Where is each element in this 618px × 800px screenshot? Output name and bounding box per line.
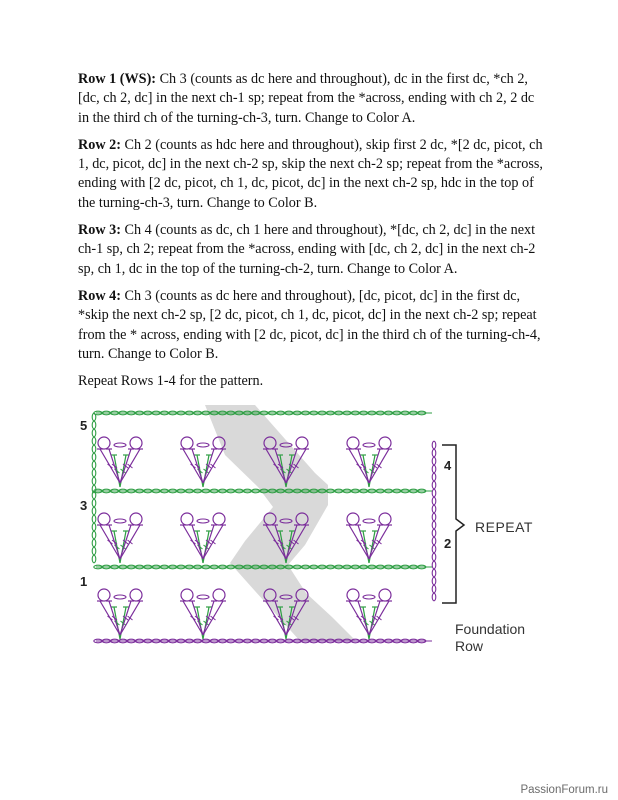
- turning-chain-stitch: [92, 499, 96, 507]
- row-1-text: Ch 3 (counts as dc here and throughout), dc in the first dc, *ch 2, [dc, ch 2, dc] in the next ch-1 sp; repeat from the *across, ending with ch 2, 2 dc in the third ch of the turning-ch-3, turn. Change to Color A.: [78, 71, 535, 126]
- turning-chain-stitch: [92, 429, 96, 437]
- row-2-ch1: [363, 595, 375, 599]
- row-4-picot: [213, 513, 225, 525]
- row-6-dc-bar: [211, 464, 216, 468]
- row-2-label: Row 2:: [78, 136, 121, 153]
- pattern-instructions: [78, 70, 548, 399]
- row-3-instruction: [78, 221, 548, 279]
- row-2-dc-bar: [274, 616, 279, 620]
- turning-chain-stitch: [92, 547, 96, 555]
- row-4-text: Ch 3 (counts as dc here and throughout), [dc, picot, dc] in the first dc, *skip the next ch-2 sp, [2 dc, picot, ch 1, dc, picot, dc] in the next ch-2 sp; repeat from the * across, ending with [2 dc, picot, dc] in the third ch of the turning-ch-4, turn. Change to Color B.: [78, 287, 541, 362]
- row-6-ch1: [114, 443, 126, 447]
- turning-chain-stitch: [432, 545, 436, 553]
- row-2-ch1: [197, 595, 209, 599]
- row-4-dc-bar: [377, 540, 382, 544]
- turning-chain-stitch: [92, 523, 96, 531]
- row-number-1: 1: [80, 574, 88, 589]
- row-4-instruction: [78, 287, 548, 364]
- turning-chain-stitch: [432, 481, 436, 489]
- row-4-picot: [347, 513, 359, 525]
- row-6-dc-bar: [191, 464, 196, 468]
- turning-chain-stitch: [432, 577, 436, 585]
- row-2-ch1: [114, 595, 126, 599]
- row-4-picot: [130, 513, 142, 525]
- row-6-picot: [296, 437, 308, 449]
- row-6-dc-bar: [108, 464, 113, 468]
- row-2-picot: [213, 589, 225, 601]
- turning-chain-stitch: [92, 555, 96, 563]
- row-3-text: Ch 4 (counts as dc, ch 1 here and throughout), *[dc, ch 2, dc] in the next ch-1 sp, ch 2; repeat from the *across, ending with [dc, ch 2, dc] in the next ch-2 sp, ch 1, dc in the top of the turning-ch-2, turn. Change to Color A.: [78, 222, 536, 277]
- row-6-picot: [130, 437, 142, 449]
- row-4-dc-bar: [191, 540, 196, 544]
- turning-chain-stitch: [432, 569, 436, 577]
- foundation-label-line-2: Row: [455, 638, 484, 654]
- turning-chain-stitch: [432, 537, 436, 545]
- turning-chain-stitch: [432, 553, 436, 561]
- row-6-picot: [379, 437, 391, 449]
- turning-chain-stitch: [432, 457, 436, 465]
- watermark: PassionForum.ru: [520, 784, 608, 796]
- row-4-dc-bar: [128, 540, 133, 544]
- row-2-dc-bar: [377, 616, 382, 620]
- turning-chain-stitch: [432, 561, 436, 569]
- repeat-instruction: Repeat Rows 1-4 for the pattern.: [78, 373, 264, 390]
- row-number-2: 2: [444, 536, 452, 551]
- row-3-label: Row 3:: [78, 222, 121, 239]
- row-number-4: 4: [444, 458, 452, 473]
- turning-chain-stitch: [92, 461, 96, 469]
- row-6-picot: [98, 437, 110, 449]
- turning-chain-stitch: [432, 513, 436, 521]
- turning-chain-stitch: [432, 489, 436, 497]
- row-6-picot: [181, 437, 193, 449]
- foundation-label-line-1: Foundation: [455, 621, 526, 637]
- turning-chain-stitch: [92, 437, 96, 445]
- row-2-picot: [181, 589, 193, 601]
- turning-chain-stitch: [432, 585, 436, 593]
- turning-chain-stitch: [92, 421, 96, 429]
- turning-chain-stitch: [92, 539, 96, 547]
- row-2-dc-bar: [128, 616, 133, 620]
- turning-chain-stitch: [432, 465, 436, 473]
- row-2-dc-bar: [191, 616, 196, 620]
- turning-chain-stitch: [432, 529, 436, 537]
- row-number-5: 5: [80, 418, 88, 433]
- row-4-dc-bar: [357, 540, 362, 544]
- turning-chain-stitch: [92, 469, 96, 477]
- row-2-dc-bar: [108, 616, 113, 620]
- row-2-picot: [347, 589, 359, 601]
- row-6-dc-bar: [377, 464, 382, 468]
- row-4-ch1: [363, 519, 375, 523]
- crochet-chart: [70, 395, 570, 665]
- row-2-picot: [98, 589, 110, 601]
- row-4-label: Row 4:: [78, 287, 121, 304]
- turning-chain-stitch: [92, 477, 96, 485]
- row-2-dc-bar: [211, 616, 216, 620]
- row-6-dc-bar: [128, 464, 133, 468]
- row-number-3: 3: [80, 498, 88, 513]
- row-4-dc-bar: [108, 540, 113, 544]
- turning-chain-stitch: [92, 507, 96, 515]
- row-4-picot: [98, 513, 110, 525]
- row-4-ch1: [114, 519, 126, 523]
- row-1-instruction: [78, 70, 548, 128]
- turning-chain-stitch: [432, 497, 436, 505]
- row-2-instruction: [78, 136, 548, 213]
- row-4-picot: [181, 513, 193, 525]
- row-1-label: Row 1 (WS):: [78, 71, 157, 87]
- row-4-picot: [379, 513, 391, 525]
- row-6-ch1: [197, 443, 209, 447]
- turning-chain-stitch: [432, 473, 436, 481]
- row-2-text: Ch 2 (counts as hdc here and throughout), skip first 2 dc, *[2 dc, picot, ch 1, dc, picot, dc] in the next ch-2 sp, skip the next ch-2 sp; repeat from the *across, ending with [2 dc, picot, ch 1, dc, picot, dc] in the next ch-2 sp, hdc in the top of the turning-ch-3, turn. Change to Color B.: [78, 136, 543, 211]
- turning-chain-stitch: [432, 449, 436, 457]
- repeat-label: REPEAT: [475, 519, 533, 535]
- turning-chain-stitch: [92, 531, 96, 539]
- turning-chain-stitch: [92, 445, 96, 453]
- row-2-picot: [130, 589, 142, 601]
- row-2-dc-bar: [357, 616, 362, 620]
- turning-chain-stitch: [432, 593, 436, 601]
- turning-chain-stitch: [92, 515, 96, 523]
- crochet-chart-svg: [70, 395, 570, 665]
- row-2-picot: [379, 589, 391, 601]
- turning-chain-stitch: [432, 441, 436, 449]
- turning-chain-stitch: [92, 453, 96, 461]
- repeat-shade-band: [205, 405, 356, 641]
- row-6-picot: [347, 437, 359, 449]
- row-4-ch1: [197, 519, 209, 523]
- turning-chain-stitch: [432, 505, 436, 513]
- row-6-dc-bar: [357, 464, 362, 468]
- turning-chain-stitch: [432, 521, 436, 529]
- row-4-dc-bar: [211, 540, 216, 544]
- row-6-ch1: [363, 443, 375, 447]
